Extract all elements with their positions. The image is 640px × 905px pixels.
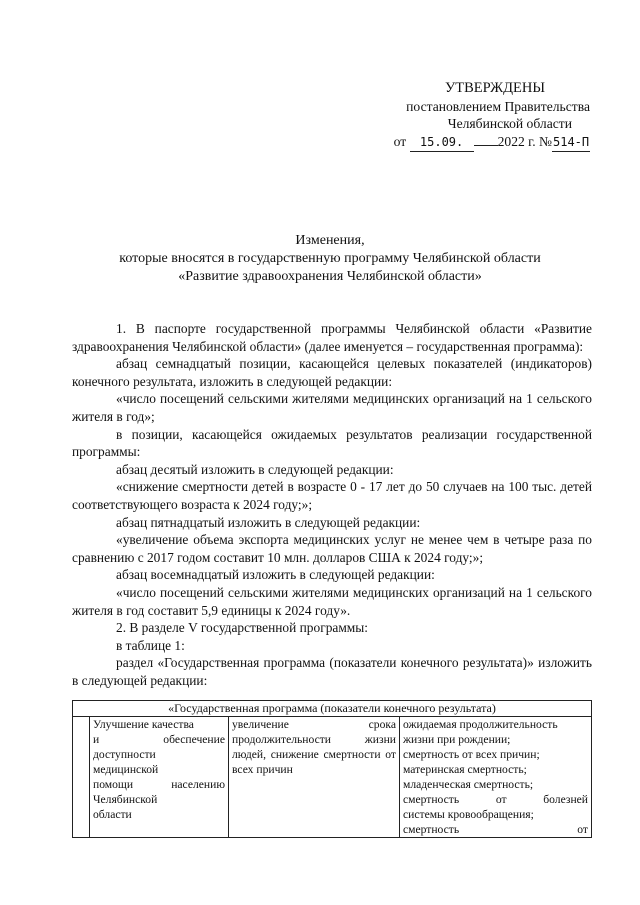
paragraph-5: абзац десятый изложить в следующей редакции: xyxy=(116,461,394,477)
table-header-cell: «Государственная программа (показатели конечного результата) xyxy=(73,701,592,717)
cell-line: жизни при рождении; xyxy=(403,733,511,746)
table-row xyxy=(73,717,592,838)
paragraph-3: «число посещений сельскими жителями медицинских организаций на 1 сельского жителя в год»; xyxy=(72,391,592,424)
approval-year-label: 2022 г. № xyxy=(497,133,552,149)
paragraph-7: абзац пятнадцатый изложить в следующей редакции: xyxy=(116,514,421,530)
cell-line: смертность от xyxy=(403,823,588,836)
cell-line: доступности xyxy=(93,748,156,761)
document-title xyxy=(60,232,600,286)
approval-heading: УТВЕРЖДЕНЫ xyxy=(444,80,546,96)
paragraph-12: в таблице 1: xyxy=(116,637,185,653)
approval-block xyxy=(360,80,590,152)
cell-line: младенческая смертность; xyxy=(403,778,534,791)
cell-line: помощи населению xyxy=(93,778,225,791)
cell-line: Челябинской xyxy=(93,793,158,806)
cell-line: и обеспечение xyxy=(93,733,225,746)
paragraph-2: абзац семнадцатый позиции, касающейся целевых показателей (индикаторов) конечного результата, изложить в следующей редакции: xyxy=(72,356,592,389)
approval-line-2: Челябинской области xyxy=(447,116,572,131)
paragraph-13: раздел «Государственная программа (показатели конечного результата)» изложить в следующей редакции: xyxy=(72,655,592,688)
results-table xyxy=(72,700,592,838)
title-line-2: которые вносятся в государственную программу Челябинской области xyxy=(119,251,541,266)
approval-line-1: постановлением Правительства xyxy=(406,98,590,114)
approval-date-line xyxy=(360,133,590,153)
table-header-row xyxy=(73,701,592,717)
paragraph-6: «снижение смертности детей в возрасте 0 - 17 лет до 50 случаев на 100 тыс. детей соответствующего возраста к 2024 году;»; xyxy=(72,479,592,512)
cell-line: области xyxy=(93,808,132,821)
cell-line: материнская смертность; xyxy=(403,763,527,776)
paragraph-11: 2. В разделе V государственной программы: xyxy=(116,620,368,636)
paragraph-8: «увеличение объема экспорта медицинских услуг не менее чем в четыре раза по сравнению с 2017 годом составит 10 млн. долларов США к 2024 году;»; xyxy=(72,532,592,565)
approval-date-field: 15.09. xyxy=(410,134,474,153)
paragraph-1: 1. В паспорте государственной программы Челябинской области «Развитие здравоохранения Челябинской области» (далее именуется – государственная программа): xyxy=(72,321,592,354)
approval-from-label: от xyxy=(393,133,407,149)
approval-date-blank xyxy=(474,145,498,146)
table-cell-task: увеличение срока продолжительности жизни людей, снижение смертности от всех причин xyxy=(229,717,400,838)
title-line-3: «Развитие здравоохранения Челябинской области» xyxy=(178,269,482,284)
approval-number-field: 514-П xyxy=(552,134,590,153)
table-cell-indicators xyxy=(400,717,592,838)
table-cell-goal xyxy=(90,717,229,838)
cell-line: ожидаемая продолжительность xyxy=(403,718,558,731)
cell-line: медицинской xyxy=(93,763,159,776)
paragraph-10: «число посещений сельскими жителями медицинских организаций на 1 сельского жителя в год составит 5,9 единицы к 2024 году». xyxy=(72,584,592,618)
title-line-1: Изменения, xyxy=(295,233,365,248)
document-body xyxy=(72,320,592,689)
table-cell-empty xyxy=(73,717,90,838)
paragraph-9: абзац восемнадцатый изложить в следующей редакции: xyxy=(116,567,435,583)
cell-line: системы кровообращения; xyxy=(403,808,534,821)
cell-line: смертность от болезней xyxy=(403,793,588,806)
cell-line: смертность от всех причин; xyxy=(403,748,540,761)
paragraph-4: в позиции, касающейся ожидаемых результатов реализации государственной программы: xyxy=(72,426,592,460)
cell-line: Улучшение качества xyxy=(93,718,194,731)
